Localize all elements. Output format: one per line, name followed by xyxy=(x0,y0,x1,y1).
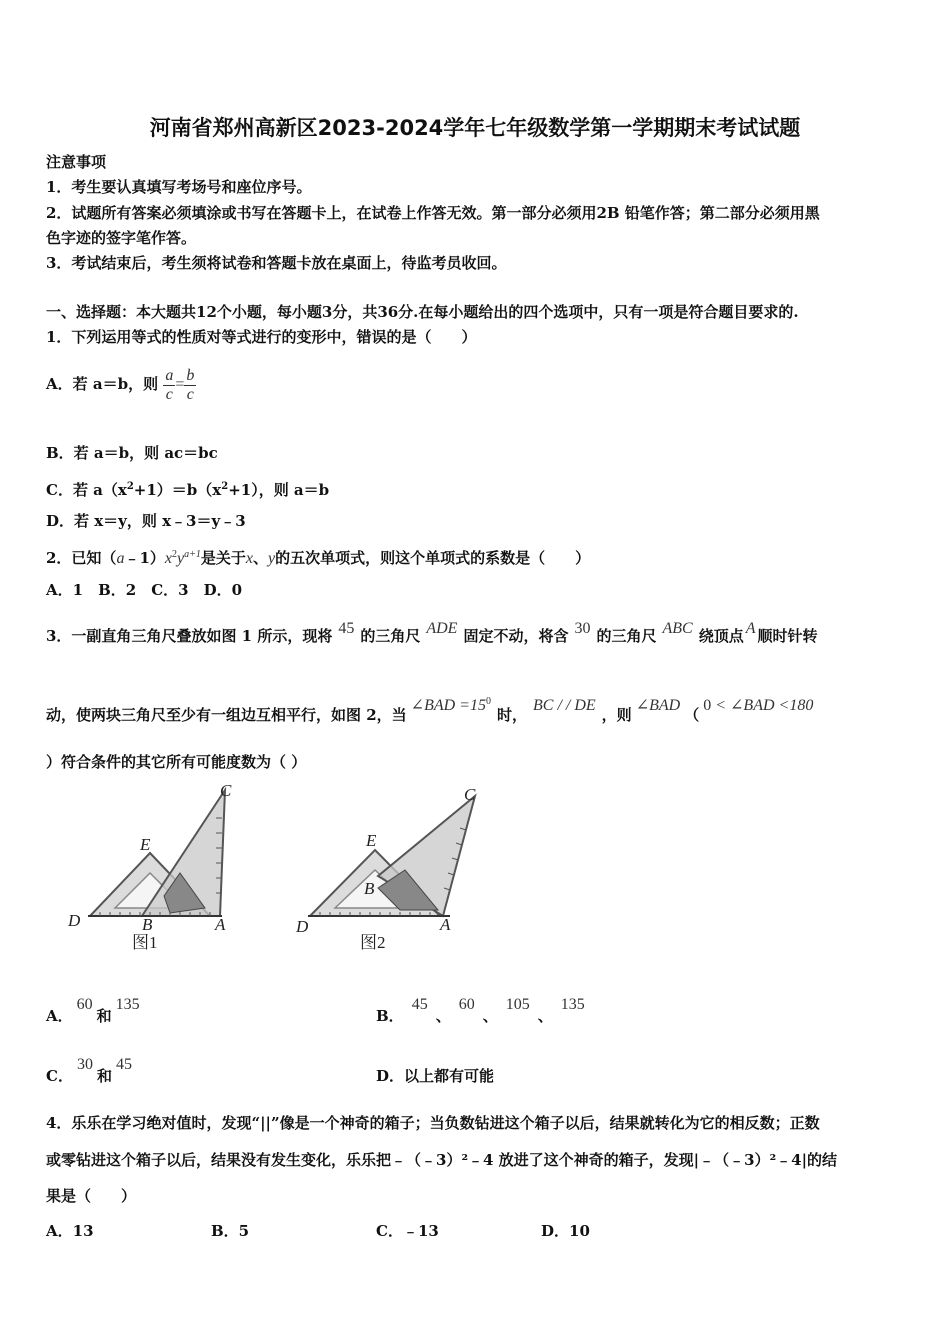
var-x: x xyxy=(245,550,253,567)
notice-item-3: 3．考试结束后，考生须将试卷和答题卡放在桌面上，待监考员收回。 xyxy=(46,254,507,272)
q2-part: ﹣1） xyxy=(124,549,165,567)
q4-line-2: 或零钻进这个箱子以后，结果没有发生变化，乐乐把﹣（﹣3）²﹣4 放进了这个神奇的箱子，发现|﹣（﹣3）²﹣4|的结 xyxy=(46,1151,838,1169)
fraction-a-over-c xyxy=(163,367,175,404)
q3-figures xyxy=(60,778,500,958)
q3-line-1 xyxy=(46,620,818,647)
range-low: 0 xyxy=(703,697,712,714)
label-e-fig1: E xyxy=(140,835,151,854)
notice-item-2-cont: 色字迹的签字笔作答。 xyxy=(46,229,197,247)
q3-part: ，则 xyxy=(601,706,632,724)
q2-options: A．1 B．2 C．3 D．0 xyxy=(46,581,243,599)
triangle-abc: ABC xyxy=(662,620,693,637)
range-expression: < ∠BAD <180 xyxy=(715,697,814,714)
separator: 、 xyxy=(537,1007,553,1025)
figure-2-caption: 图2 xyxy=(360,933,386,952)
frac-num: b xyxy=(186,366,195,384)
q3-part: 3．一副直角三角尺叠放如图 1 所示，现将 xyxy=(46,627,333,645)
q4-line-1: 4．乐乐在学习绝对值时，发现“||”像是一个神奇的箱子；当负数钻进这个箱子以后，结果就转化为它的相反数；正数 xyxy=(46,1114,820,1132)
label-c-fig2: C xyxy=(464,785,476,804)
q1-c-part: +1）＝b（x xyxy=(133,481,222,499)
equals-sign: = xyxy=(175,376,185,393)
q2-part: 是关于 xyxy=(200,549,246,567)
q4-option-a: A．13 xyxy=(46,1222,94,1240)
q3-part: 顺时针转 xyxy=(757,627,818,645)
label-b-fig2: B xyxy=(364,879,375,898)
angle-45: 45 xyxy=(411,996,428,1013)
q1-stem: 1．下列运用等式的性质对等式进行的变形中，错误的是（ ） xyxy=(46,328,477,346)
label-d-fig2: D xyxy=(296,917,309,936)
q4-option-c: C．﹣13 xyxy=(376,1222,439,1240)
conjunction: 和 xyxy=(96,1067,112,1085)
q3-option-a xyxy=(46,996,144,1027)
q3-part: 的三角尺 xyxy=(596,627,657,645)
q1-a-prefix: A．若 a＝b，则 xyxy=(46,375,159,393)
q1-c-part: C．若 a（x xyxy=(46,481,127,499)
superscript: a+1 xyxy=(184,549,201,560)
label-b-fig1: B xyxy=(142,915,153,934)
var-y: y xyxy=(267,550,276,567)
q4-option-d: D．10 xyxy=(541,1222,590,1240)
label-a-fig2: A xyxy=(440,915,451,934)
separator: 、 xyxy=(482,1007,498,1025)
var-y: y xyxy=(176,550,185,567)
superscript: 2 xyxy=(221,481,229,492)
q4-line-3: 果是（ ） xyxy=(46,1187,137,1205)
angle-bad: ∠BAD xyxy=(635,697,681,714)
q3-part: 固定不动，将含 xyxy=(463,627,569,645)
figure-2 xyxy=(295,785,476,952)
q3-option-c xyxy=(46,1056,136,1087)
frac-den: c xyxy=(186,385,194,403)
angle-60: 60 xyxy=(76,996,93,1013)
q2-part: 、 xyxy=(252,549,268,567)
superscript: 2 xyxy=(171,549,177,560)
frac-den: c xyxy=(165,385,173,403)
angle-60: 60 xyxy=(458,996,475,1013)
angle-45: 45 xyxy=(338,620,355,637)
q1-option-c xyxy=(46,477,329,500)
q3-part: 时， xyxy=(496,706,527,724)
option-label: C． xyxy=(46,1067,73,1085)
q3-option-d: D．以上都有可能 xyxy=(376,1067,495,1085)
q1-option-b: B．若 a＝b，则 ac＝bc xyxy=(46,444,218,462)
q2-part: 的五次单项式，则这个单项式的系数是（ ） xyxy=(275,549,591,567)
q3-line-3: ）符合条件的其它所有可能度数为（ ） xyxy=(46,753,307,771)
degree-sign: 0 xyxy=(485,696,491,707)
q1-c-part: +1），则 a＝b xyxy=(228,481,330,499)
q3-part: （ xyxy=(684,706,700,724)
figure-1 xyxy=(67,781,232,952)
angle-bad-15: ∠BAD =15 xyxy=(410,697,486,714)
q3-line-2 xyxy=(46,696,814,726)
angle-135: 135 xyxy=(115,996,140,1013)
bc-parallel-de: BC / / DE xyxy=(533,697,596,714)
angle-105: 105 xyxy=(505,996,530,1013)
q3-option-b xyxy=(376,996,593,1027)
q1-option-d: D．若 x＝y，则 x﹣3＝y﹣3 xyxy=(46,512,246,530)
q2-stem xyxy=(46,545,590,569)
notice-heading: 注意事项 xyxy=(46,153,107,171)
q1-option-a xyxy=(46,364,196,405)
conjunction: 和 xyxy=(96,1007,112,1025)
q2-part: 2．已知（ xyxy=(46,549,117,567)
superscript: 2 xyxy=(126,481,134,492)
notice-item-1: 1．考生要认真填写考场号和座位序号。 xyxy=(46,178,312,196)
angle-30: 30 xyxy=(76,1056,93,1073)
var-a: a xyxy=(116,550,125,567)
q3-part: 动，使两块三角尺至少有一组边互相平行，如图 2，当 xyxy=(46,706,407,724)
figure-1-caption: 图1 xyxy=(132,933,158,952)
q3-part: 绕顶点 xyxy=(698,627,744,645)
notice-item-2: 2．试题所有答案必须填涂或书写在答题卡上，在试卷上作答无效。第一部分必须用2B 铅笔作答；第二部分必须用黑 xyxy=(46,204,820,222)
angle-30: 30 xyxy=(574,620,591,637)
vertex-a: A xyxy=(745,620,756,637)
frac-num: a xyxy=(165,366,174,384)
label-c-fig1: C xyxy=(220,781,232,800)
option-label: B． xyxy=(376,1007,404,1025)
section-heading: 一、选择题：本大题共12个小题，每小题3分，共36分.在每小题给出的四个选项中，只有一项是符合题目要求的. xyxy=(46,303,799,321)
angle-135: 135 xyxy=(560,996,585,1013)
label-e-fig2: E xyxy=(366,831,377,850)
q3-part: 的三角尺 xyxy=(360,627,421,645)
option-label: A． xyxy=(46,1007,73,1025)
label-d-fig1: D xyxy=(68,911,81,930)
fraction-b-over-c xyxy=(184,367,196,404)
label-a-fig1: A xyxy=(215,915,226,934)
triangle-ade: ADE xyxy=(426,620,458,637)
page-title: 河南省郑州高新区2023-2024学年七年级数学第一学期期末考试试题 xyxy=(149,116,801,140)
separator: 、 xyxy=(435,1007,451,1025)
angle-45: 45 xyxy=(115,1056,132,1073)
q4-option-b: B．5 xyxy=(211,1222,250,1240)
var-x: x xyxy=(164,550,172,567)
